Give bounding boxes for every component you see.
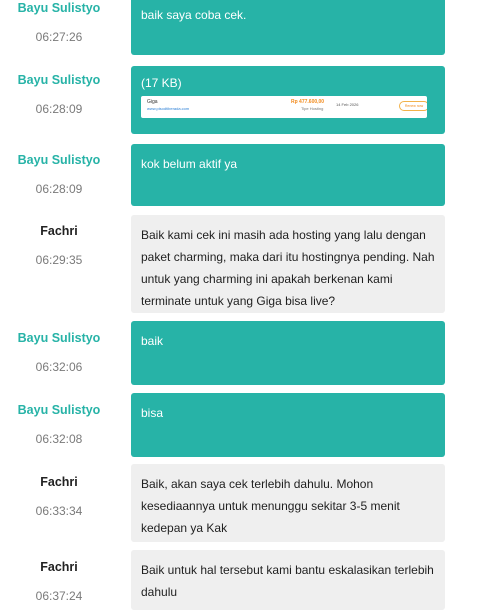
- sender-name: Bayu Sulistyo: [17, 1, 101, 15]
- message-meta: [0, 330, 118, 374]
- message-bubble: [131, 144, 445, 206]
- attachment-price-note: Tipe Hosting: [301, 106, 324, 111]
- message-text: Baik kami cek ini masih ada hosting yang lalu dengan paket charming, maka dari itu hostingnya pending. Nah untuk yang charming ini apakah berkenan kami terminate untuk yang Giga bisa live?: [141, 228, 435, 308]
- message-time: 06:28:09: [35, 102, 83, 116]
- attachment-renew-button: Renew now: [399, 101, 427, 111]
- message-text: Baik, akan saya cek terlebih dahulu. Mohon kesediaannya untuk menunggu sekitar 3-5 menit kedepan ya Kak: [141, 477, 400, 535]
- sender-name: Fachri: [40, 560, 78, 574]
- message-bubble: [131, 215, 445, 313]
- attachment-date: 14 Feb 2026: [336, 102, 359, 107]
- sender-name: Bayu Sulistyo: [17, 153, 101, 167]
- message-time: 06:33:34: [35, 504, 83, 518]
- message-text: baik: [141, 334, 164, 348]
- attachment-product: Giga: [147, 99, 158, 105]
- attachment-size[interactable]: (17 KB): [141, 76, 182, 90]
- message-meta: [0, 474, 118, 518]
- sender-name: Bayu Sulistyo: [17, 403, 101, 417]
- sender-name: Bayu Sulistyo: [17, 73, 101, 87]
- message-time: 06:32:06: [35, 360, 83, 374]
- message-meta: [0, 559, 118, 603]
- message-time: 06:27:26: [35, 30, 83, 44]
- message-bubble: [131, 393, 445, 457]
- message-bubble: [131, 550, 445, 610]
- attachment-preview[interactable]: [141, 96, 427, 118]
- message-time: 06:37:24: [35, 589, 83, 603]
- message-time: 06:32:08: [35, 432, 83, 446]
- message-meta: [0, 402, 118, 446]
- message-meta: [0, 223, 118, 267]
- message-bubble: [131, 321, 445, 385]
- message-bubble: [131, 66, 445, 134]
- message-text: bisa: [141, 406, 164, 420]
- message-meta: [0, 72, 118, 116]
- message-meta: [0, 0, 118, 44]
- sender-name: Fachri: [40, 224, 78, 238]
- message-time: 06:29:35: [35, 253, 83, 267]
- message-meta: [0, 152, 118, 196]
- message-time: 06:28:09: [35, 182, 83, 196]
- message-bubble: [131, 0, 445, 55]
- message-text: kok belum aktif ya: [141, 157, 238, 171]
- message-text: baik saya coba cek.: [141, 8, 247, 22]
- message-bubble: [131, 464, 445, 542]
- sender-name: Bayu Sulistyo: [17, 331, 101, 345]
- message-text: Baik untuk hal tersebut kami bantu eskalasikan terlebih dahulu: [141, 563, 434, 599]
- sender-name: Fachri: [40, 475, 78, 489]
- attachment-domain: www.pisodtiberada.com: [147, 106, 190, 111]
- attachment-price: Rp 477.600,00: [291, 99, 325, 105]
